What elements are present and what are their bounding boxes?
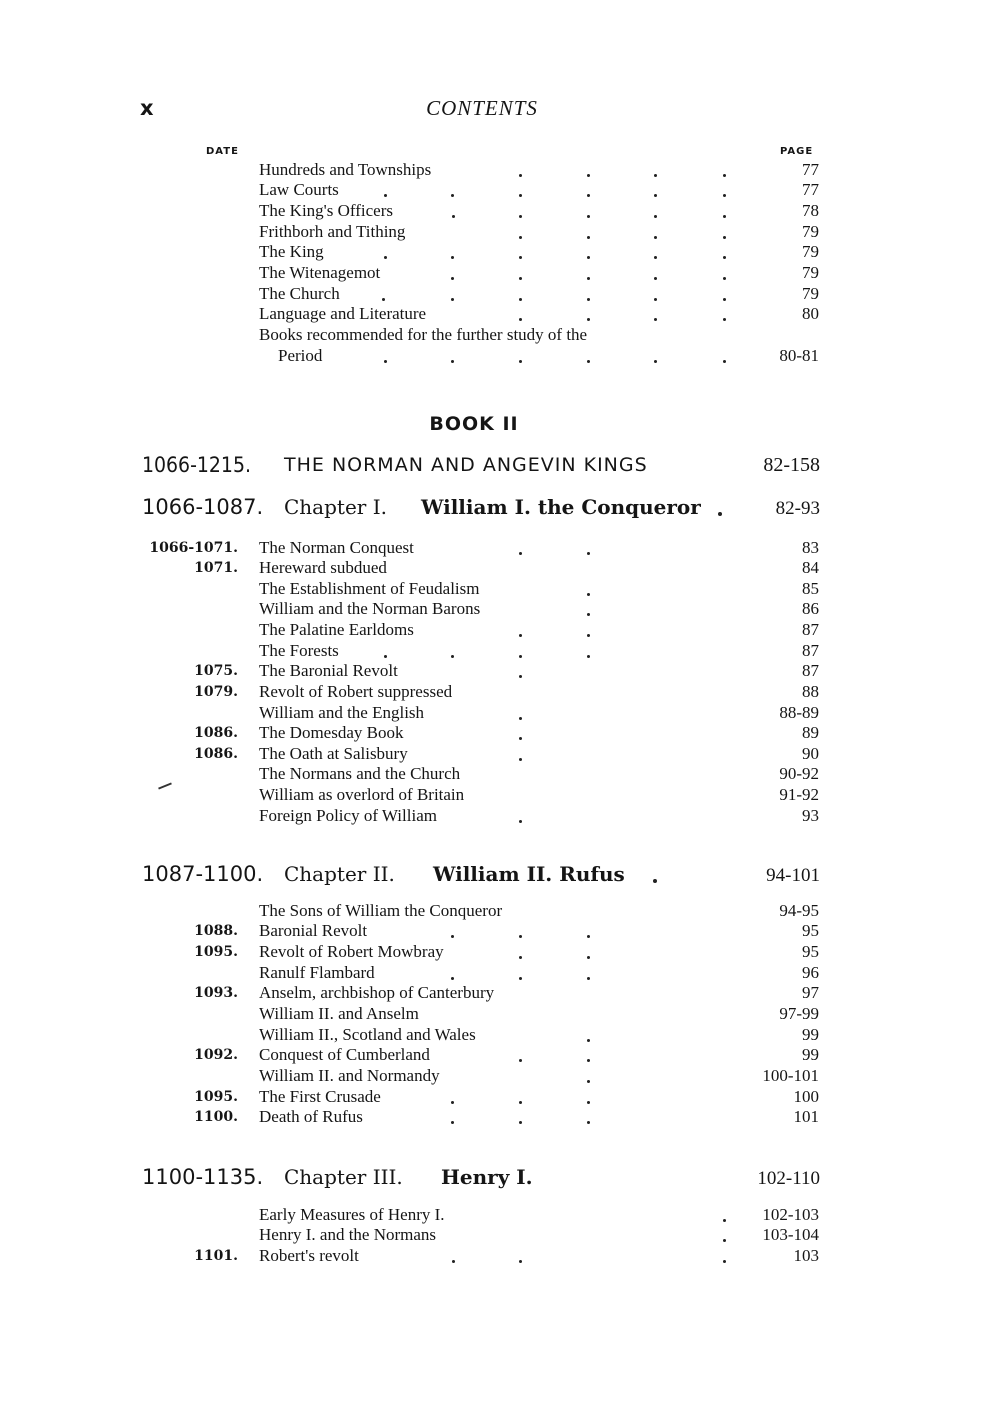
leader-dot [587,977,590,980]
entry-title: Law Courts [259,180,339,199]
leader-dot [451,977,454,980]
chapter-entry [0,1025,1000,1045]
chapter-name: Henry I. [441,1165,533,1189]
leader-dot [519,174,522,177]
chapter-entry [0,703,1000,723]
entry-page: 77 [802,180,819,199]
leader-dot [723,215,726,218]
entry-page: 90-92 [779,764,819,783]
leader-dot [723,236,726,239]
chapter-number: Chapter I. [284,495,387,519]
chapter-entry [0,901,1000,921]
entry-title: The Norman Conquest [259,538,414,557]
entry-title: Early Measures of Henry I. [259,1205,445,1224]
entry-page: 84 [802,558,819,577]
leader-dot [723,256,726,259]
entry-page: 102-103 [762,1205,819,1224]
chapter-entry [0,558,1000,578]
leader-dot [587,298,590,301]
chapter-entry [0,963,1000,983]
leader-dot [723,298,726,301]
column-head-page: PAGE [780,146,814,157]
leader-dot [654,318,657,321]
chapter-pages: 82-93 [775,498,820,519]
chapter-name: William I. the Conqueror [421,495,701,519]
leader-dot [587,956,590,959]
leader-dot [451,1121,454,1124]
entry-page: 90 [802,744,819,763]
leader-dot [654,236,657,239]
leader-dot [654,277,657,280]
leader-dot [519,236,522,239]
chapter-entry [0,661,1000,681]
leader-dot [519,1059,522,1062]
leader-dot [654,174,657,177]
entry-page: 80-81 [779,346,819,365]
entry-page: 96 [802,963,819,982]
leader-dot [587,655,590,658]
leader-dot [653,879,657,883]
chapter-pages: 102-110 [757,1168,820,1189]
leader-dot [723,1239,726,1242]
leader-dot [519,360,522,363]
entry-title: Anselm, archbishop of Canterbury [259,983,495,1002]
leader-dot [519,215,522,218]
entry-page: 89 [802,723,819,742]
chapter-entry [0,1225,1000,1245]
entry-title: The Domesday Book [259,723,404,742]
intro-entry [0,284,1000,304]
entry-page: 100-101 [762,1066,819,1085]
chapter-entry [0,921,1000,941]
intro-entry [0,222,1000,242]
leader-dot [519,935,522,938]
entry-page: 88-89 [779,703,819,722]
chapter-dates: 1087-1100. [142,862,264,886]
leader-dot [587,935,590,938]
leader-dot [723,318,726,321]
leader-dot [723,360,726,363]
entry-page: 94-95 [779,901,819,920]
period-pages: 82-158 [763,454,820,476]
leader-dot [519,737,522,740]
leader-dot [451,935,454,938]
leader-dot [519,1121,522,1124]
entry-title: The Oath at Salisbury [259,744,408,763]
leader-dot [587,236,590,239]
entry-title: Frithborh and Tithing [259,222,406,241]
entry-page: 87 [802,620,819,639]
entry-page: 95 [802,921,819,940]
entry-date: 1086. [194,746,238,762]
entry-title: Foreign Policy of William [259,806,437,825]
leader-dot [519,977,522,980]
chapter-heading [142,1165,822,1195]
entry-page: 99 [802,1045,819,1064]
leader-dot [384,194,387,197]
leader-dot [382,298,385,301]
leader-dot [519,675,522,678]
leader-dot [587,256,590,259]
entry-title: The First Crusade [259,1087,381,1106]
chapter-name: William II. Rufus [433,862,625,886]
entry-page: 88 [802,682,819,701]
leader-dot [654,256,657,259]
entry-page: 97-99 [779,1004,819,1023]
entry-page: 79 [802,242,819,261]
leader-dot [587,360,590,363]
leader-dot [384,360,387,363]
entry-page: 103 [793,1246,819,1265]
period-title: THE NORMAN AND ANGEVIN KINGS [284,454,648,476]
leader-dot [519,758,522,761]
chapter-entry [0,538,1000,558]
leader-dot [723,1260,726,1263]
leader-dot [519,634,522,637]
leader-dot [587,1101,590,1104]
entry-date: 1101. [194,1248,238,1264]
leader-dot [587,552,590,555]
leader-dot [587,318,590,321]
leader-dot [451,360,454,363]
entry-date: 1092. [194,1047,238,1063]
chapter-heading [142,495,822,525]
chapter-entry [0,942,1000,962]
entry-title: Death of Rufus [259,1107,363,1126]
entry-page: 97 [802,983,819,1002]
entry-page: 100 [793,1087,819,1106]
intro-entry [0,160,1000,180]
chapter-entry [0,1045,1000,1065]
entry-page: 93 [802,806,819,825]
leader-dot [654,360,657,363]
entry-title: The Sons of William the Conqueror [259,901,503,920]
leader-dot [723,194,726,197]
leader-dot [587,593,590,596]
chapter-entry [0,764,1000,784]
entry-page: 83 [802,538,819,557]
entry-page: 79 [802,263,819,282]
entry-title: William as overlord of Britain [259,785,465,804]
chapter-entry [0,1246,1000,1266]
leader-dot [519,552,522,555]
entry-title: The Baronial Revolt [259,661,398,680]
entry-title: The Palatine Earldoms [259,620,414,639]
leader-dot [723,277,726,280]
entry-title: William and the English [259,703,425,722]
entry-page: 86 [802,599,819,618]
chapter-entry [0,723,1000,743]
leader-dot [519,256,522,259]
entry-title: The King [259,242,324,261]
running-title: CONTENTS [426,96,538,120]
chapter-entry [0,682,1000,702]
entry-date: 1095. [194,1089,238,1105]
intro-entry [0,263,1000,283]
chapter-entry [0,599,1000,619]
leader-dot [451,1101,454,1104]
leader-dot [519,298,522,301]
leader-dot [519,717,522,720]
entry-title: Books recommended for the further study of the [259,325,588,344]
leader-dot [519,820,522,823]
leader-dot [587,1039,590,1042]
entry-title: Revolt of Robert Mowbray [259,942,444,961]
entry-date: 1100. [194,1109,238,1125]
entry-title: William II., Scotland and Wales [259,1025,476,1044]
column-head-date: DATE [206,146,239,157]
leader-dot [587,1121,590,1124]
entry-title: Henry I. and the Normans [259,1225,437,1244]
chapter-entry [0,983,1000,1003]
entry-date: 1075. [194,663,238,679]
chapter-number: Chapter II. [284,862,395,886]
intro-entry [0,304,1000,324]
leader-dot [519,1101,522,1104]
entry-title: Hereward subdued [259,558,387,577]
entry-page: 95 [802,942,819,961]
chapter-pages: 94-101 [766,865,820,886]
chapter-dates: 1066-1087. [142,495,264,519]
entry-title: The Forests [259,641,339,660]
entry-date: 1066-1071. [149,540,238,556]
entry-page: 101 [793,1107,819,1126]
entry-date: 1095. [194,944,238,960]
entry-page: 87 [802,641,819,660]
leader-dot [718,512,722,516]
leader-dot [587,634,590,637]
entry-title: The Establishment of Feudalism [259,579,480,598]
intro-entry [0,346,1000,366]
intro-entry [0,325,1000,345]
period-heading [142,453,822,483]
entry-page: 103-104 [762,1225,819,1244]
leader-dot [519,1260,522,1263]
entry-page: 79 [802,284,819,303]
intro-entry [0,242,1000,262]
leader-dot [451,298,454,301]
entry-date: 1086. [194,725,238,741]
entry-page: 79 [802,222,819,241]
entry-title: The Normans and the Church [259,764,461,783]
entry-page: 87 [802,661,819,680]
chapter-entry [0,785,1000,805]
entry-page: 99 [802,1025,819,1044]
entry-title: The King's Officers [259,201,393,220]
entry-page: 77 [802,160,819,179]
chapter-entry [0,641,1000,661]
leader-dot [384,256,387,259]
entry-title: Baronial Revolt [259,921,368,940]
chapter-entry [0,1087,1000,1107]
chapter-entry [0,806,1000,826]
leader-dot [723,1219,726,1222]
entry-page: 91-92 [779,785,819,804]
leader-dot [519,194,522,197]
leader-dot [519,956,522,959]
chapter-entry [0,1107,1000,1127]
leader-dot [451,655,454,658]
entry-title: William II. and Anselm [259,1004,419,1023]
entry-page: 80 [802,304,819,323]
entry-title: Period [278,346,323,365]
entry-date: 1088. [194,923,238,939]
entry-title: The Witenagemot [259,263,381,282]
chapter-entry [0,579,1000,599]
leader-dot [519,318,522,321]
leader-dot [587,1059,590,1062]
entry-title: Ranulf Flambard [259,963,375,982]
chapter-number: Chapter III. [284,1165,403,1189]
intro-entry [0,180,1000,200]
leader-dot [452,1260,455,1263]
leader-dot [654,298,657,301]
leader-dot [451,256,454,259]
leader-dot [384,655,387,658]
chapter-heading [142,862,822,892]
book-heading: BOOK II [429,413,519,435]
chapter-entry [0,620,1000,640]
leader-dot [451,194,454,197]
entry-title: Language and Literature [259,304,427,323]
entry-title: William II. and Normandy [259,1066,440,1085]
chapter-dates: 1100-1135. [142,1165,264,1189]
chapter-entry [0,744,1000,764]
leader-dot [452,215,455,218]
chapter-entry [0,1066,1000,1086]
leader-dot [587,194,590,197]
chapter-entry [0,1004,1000,1024]
leader-dot [723,174,726,177]
leader-dot [654,215,657,218]
chapter-entry [0,1205,1000,1225]
entry-title: The Church [259,284,340,303]
entry-title: Revolt of Robert suppressed [259,682,453,701]
leader-dot [519,655,522,658]
leader-dot [587,277,590,280]
entry-title: Robert's revolt [259,1246,359,1265]
entry-title: Conquest of Cumberland [259,1045,430,1064]
leader-dot [451,277,454,280]
period-dates: 1066-1215. [142,453,251,477]
entry-date: 1071. [194,560,238,576]
leader-dot [587,613,590,616]
leader-dot [587,215,590,218]
entry-title: Hundreds and Townships [259,160,432,179]
entry-page: 85 [802,579,819,598]
entry-date: 1093. [194,985,238,1001]
entry-title: William and the Norman Barons [259,599,481,618]
leader-dot [587,1080,590,1083]
leader-dot [519,277,522,280]
intro-entry [0,201,1000,221]
leader-dot [654,194,657,197]
entry-page: 78 [802,201,819,220]
leader-dot [587,174,590,177]
page-number: x [140,96,155,120]
entry-date: 1079. [194,684,238,700]
